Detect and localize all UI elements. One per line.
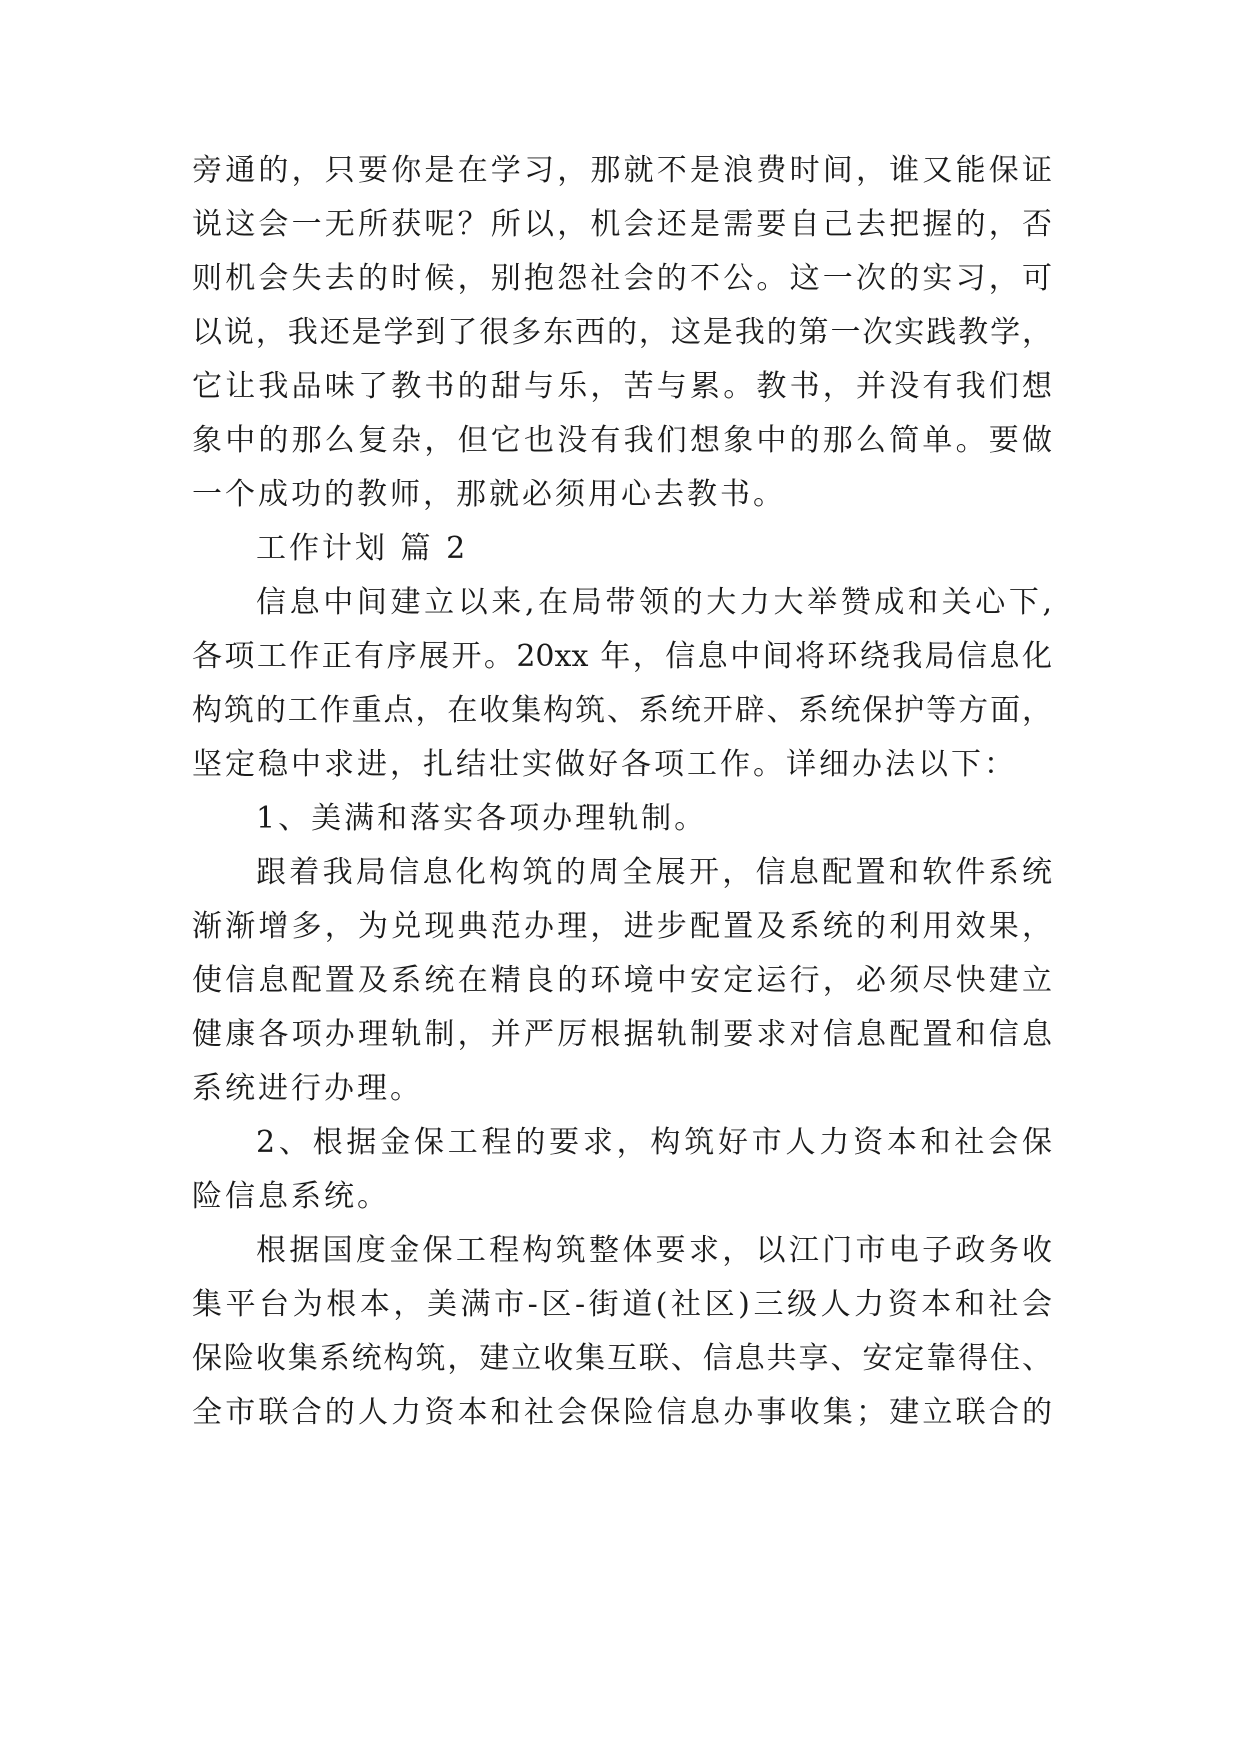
paragraph-line: 象中的那么复杂，但它也没有我们想象中的那么简单。要做	[192, 423, 1052, 458]
paragraph-line: 说这会一无所获呢？所以，机会还是需要自己去把握的，否	[192, 207, 1052, 242]
paragraph-line: 全市联合的人力资本和社会保险信息办事收集；建立联合的	[192, 1395, 1052, 1430]
paragraph-line: 旁通的，只要你是在学习，那就不是浪费时间，谁又能保证	[192, 153, 1052, 188]
paragraph-line: 使信息配置及系统在精良的环境中安定运行，必须尽快建立	[192, 963, 1052, 998]
paragraph-line: 健康各项办理轨制，并严厉根据轨制要求对信息配置和信息	[192, 1017, 1052, 1052]
paragraph-line: 坚定稳中求进，扎结壮实做好各项工作。详细办法以下：	[192, 747, 1017, 782]
paragraph-line: 一个成功的教师，那就必须用心去教书。	[192, 477, 786, 512]
paragraph-line: 它让我品味了教书的甜与乐，苦与累。教书，并没有我们想	[192, 369, 1052, 404]
paragraph-line: 根据国度金保工程构筑整体要求，以江门市电子政务收	[256, 1233, 1052, 1268]
section-heading: 工作计划 篇 2	[256, 531, 469, 566]
paragraph-line: 集平台为根本，美满市-区-街道(社区)三级人力资本和社会	[192, 1287, 1052, 1322]
paragraph-line: 保险收集系统构筑，建立收集互联、信息共享、安定靠得住、	[192, 1341, 1052, 1376]
paragraph-line: 跟着我局信息化构筑的周全展开，信息配置和软件系统	[256, 855, 1052, 890]
paragraph-line: 系统进行办理。	[192, 1071, 423, 1106]
list-item-heading: 1、美满和落实各项办理轨制。	[256, 801, 708, 836]
list-item-heading: 2、根据金保工程的要求，构筑好市人力资本和社会保	[256, 1125, 1052, 1160]
list-item-heading: 险信息系统。	[192, 1179, 390, 1214]
paragraph-line: 构筑的工作重点，在收集构筑、系统开辟、系统保护等方面，	[192, 693, 1052, 728]
paragraph-line: 各项工作正有序展开。20xx 年，信息中间将环绕我局信息化	[192, 639, 1052, 674]
paragraph-line: 则机会失去的时候，别抱怨社会的不公。这一次的实习，可	[192, 261, 1052, 296]
paragraph-line: 渐渐增多，为兑现典范办理，进步配置及系统的利用效果，	[192, 909, 1052, 944]
paragraph-line: 信息中间建立以来,在局带领的大力大举赞成和关心下,	[256, 585, 1052, 620]
paragraph-line: 以说，我还是学到了很多东西的，这是我的第一次实践教学，	[192, 315, 1052, 350]
